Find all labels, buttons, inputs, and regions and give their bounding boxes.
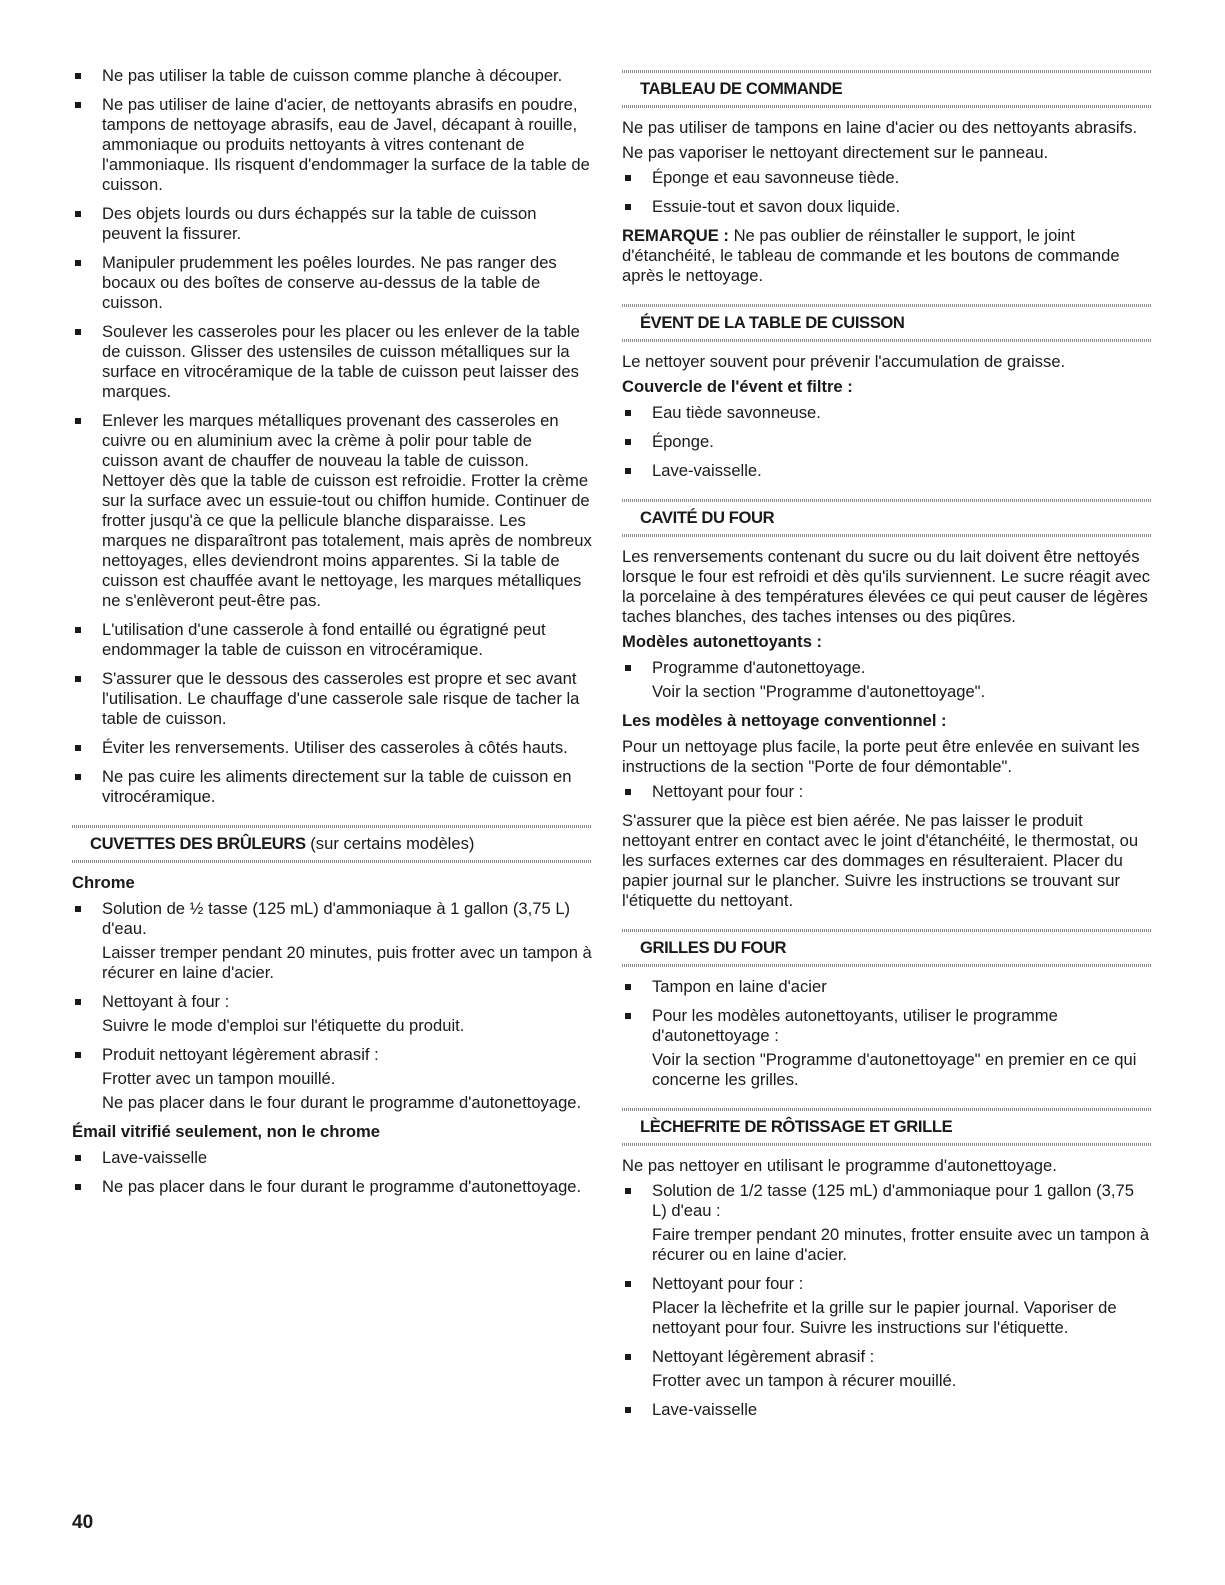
list-item — [72, 899, 592, 983]
heading-text: LÈCHEFRITE DE RÔTISSAGE ET GRILLE — [640, 1117, 953, 1136]
list-item: Ne pas utiliser la table de cuisson comme planche à découper. — [72, 66, 592, 86]
list-item: Tampon en laine d'acier — [622, 977, 1152, 997]
list-item: Lave-vaisselle. — [622, 461, 1152, 481]
list-item — [72, 992, 592, 1036]
item-detail: Frotter avec un tampon à récurer mouillé. — [652, 1371, 957, 1390]
section-heading-cuvettes — [72, 821, 592, 863]
paragraph: Ne pas nettoyer en utilisant le programme d'autonettoyage. — [622, 1156, 1057, 1175]
tableau-list — [622, 168, 1152, 217]
subheading-chrome: Chrome — [72, 873, 135, 892]
subheading-couvercle: Couvercle de l'évent et filtre : — [622, 377, 853, 396]
item-text: Lave-vaisselle — [652, 1400, 758, 1419]
paragraph: S'assurer que la pièce est bien aérée. Ne pas laisser le produit nettoyant entrer en contact avec le joint d'étanchéité, le thermostat, ou les surfaces externes car des dommages en résulteraient. Placer du papier journal sur le plancher. Suivre les instructions se trouvant sur l'étiquette du nettoyant. — [622, 811, 1139, 910]
heading-suffix: (sur certains modèles) — [310, 834, 475, 853]
list-item: Éponge et eau savonneuse tiède. — [622, 168, 1152, 188]
paragraph: Les renversements contenant du sucre ou du lait doivent être nettoyés lorsque le four est refroidi et dès qu'ils surviennent. Le sucre réagit avec la porcelaine à des températures élevées ce qui peut causer de légères taches blanches, des taches intenses ou des piqûres. — [622, 547, 1150, 626]
item-detail: Ne pas placer dans le four durant le programme d'autonettoyage. — [102, 1093, 582, 1112]
item-text: Solution de ½ tasse (125 mL) d'ammoniaque à 1 gallon (3,75 L) d'eau. — [102, 899, 571, 938]
paragraph: Ne pas utiliser de tampons en laine d'acier ou des nettoyants abrasifs. — [622, 118, 1138, 137]
list-item: Éviter les renversements. Utiliser des casseroles à côtés hauts. — [72, 738, 592, 758]
item-detail: Voir la section "Programme d'autonettoyage" en premier en ce qui concerne les grilles. — [652, 1050, 1137, 1089]
page-number: 40 — [72, 1512, 94, 1533]
remarque-note — [622, 226, 1152, 286]
list-item: Essuie-tout et savon doux liquide. — [622, 197, 1152, 217]
item-detail: Faire tremper pendant 20 minutes, frotter ensuite avec un tampon à récurer ou en laine d'acier. — [652, 1225, 1150, 1264]
list-item: Enlever les marques métalliques provenant des casseroles en cuivre ou en aluminium avec la crème à polir pour table de cuisson avant de chauffer de nouveau la table de cuisson. Nettoyer dès que la table de cuisson est refroidie. Frotter la crème sur la surface avec un essuie-tout ou chiffon humide. Continuer de frotter jusqu'à ce que la pellicule blanche disparaisse. Les marques ne disparaîtront pas totalement, mais après de nombreux nettoyages, elles deviendront moins apparentes. Si la table de cuisson est chauffée avant le nettoyage, les marques métalliques ne s'enlèveront peut-être pas. — [72, 411, 592, 611]
subheading-conventionnel: Les modèles à nettoyage conventionnel : — [622, 711, 947, 730]
remarque-text: Ne pas oublier de réinstaller le support, le joint d'étanchéité, le tableau de commande et les boutons de commande après le nettoyage. — [622, 226, 1120, 285]
conv-list — [622, 782, 1152, 802]
heading-text: GRILLES DU FOUR — [640, 938, 787, 957]
list-item — [622, 1400, 1152, 1420]
list-item: Éponge. — [622, 432, 1152, 452]
subheading-autonettoyants: Modèles autonettoyants : — [622, 632, 823, 651]
remarque-label: REMARQUE : — [622, 226, 729, 245]
item-detail: Laisser tremper pendant 20 minutes, puis frotter avec un tampon à récurer en laine d'acier. — [102, 943, 592, 982]
list-item — [622, 1347, 1152, 1391]
item-text: Nettoyant pour four : — [652, 1274, 804, 1293]
grilles-list — [622, 977, 1152, 1090]
item-detail: Suivre le mode d'emploi sur l'étiquette du produit. — [102, 1016, 465, 1035]
chrome-list — [72, 899, 592, 1113]
paragraph: Pour un nettoyage plus facile, la porte peut être enlevée en suivant les instructions de la section "Porte de four démontable". — [622, 737, 1140, 776]
heading-text: CAVITÉ DU FOUR — [640, 508, 775, 527]
list-item: Ne pas cuire les aliments directement sur la table de cuisson en vitrocéramique. — [72, 767, 592, 807]
list-item — [622, 658, 1152, 702]
left-column — [72, 66, 592, 1206]
item-detail: Voir la section "Programme d'autonettoyage". — [652, 682, 986, 701]
list-item: Lave-vaisselle — [72, 1148, 592, 1168]
item-text: Solution de 1/2 tasse (125 mL) d'ammoniaque pour 1 gallon (3,75 L) d'eau : — [652, 1181, 1134, 1220]
list-item — [622, 1274, 1152, 1338]
list-item — [622, 1006, 1152, 1090]
section-heading-event — [622, 300, 1152, 342]
item-detail: Frotter avec un tampon mouillé. — [102, 1069, 336, 1088]
item-detail: Placer la lèchefrite et la grille sur le papier journal. Vaporiser de nettoyant pour four. Suivre les instructions sur l'étiquette. — [652, 1298, 1117, 1337]
auto-list — [622, 658, 1152, 702]
lechefrite-list — [622, 1181, 1152, 1420]
list-item: S'assurer que le dessous des casseroles est propre et sec avant l'utilisation. Le chauffage d'une casserole sale risque de tacher la table de cuisson. — [72, 669, 592, 729]
email-list — [72, 1148, 592, 1197]
heading-text: TABLEAU DE COMMANDE — [640, 79, 843, 98]
section-heading-tableau — [622, 66, 1152, 108]
list-item: Ne pas utiliser de laine d'acier, de nettoyants abrasifs en poudre, tampons de nettoyage abrasifs, eau de Javel, décapant à rouille, ammoniaque ou produits nettoyants à vitres contenant de l'ammoniaque. Ils risquent d'endommager la surface de la table de cuisson. — [72, 95, 592, 195]
section-heading-lechefrite — [622, 1104, 1152, 1146]
heading-text: CUVETTES DES BRÛLEURS — [90, 834, 306, 853]
list-item: L'utilisation d'une casserole à fond entaillé ou égratigné peut endommager la table de cuisson en vitrocéramique. — [72, 620, 592, 660]
list-item: Nettoyant pour four : — [622, 782, 1152, 802]
event-list — [622, 403, 1152, 481]
heading-text: ÉVENT DE LA TABLE DE CUISSON — [640, 313, 905, 332]
item-text: Nettoyant légèrement abrasif : — [652, 1347, 875, 1366]
list-item: Manipuler prudemment les poêles lourdes. Ne pas ranger des bocaux ou des boîtes de conserve au-dessus de la table de cuisson. — [72, 253, 592, 313]
cooktop-tips-list — [72, 66, 592, 807]
list-item: Eau tiède savonneuse. — [622, 403, 1152, 423]
item-text: Produit nettoyant légèrement abrasif : — [102, 1045, 379, 1064]
section-heading-cavite — [622, 495, 1152, 537]
subheading-email: Émail vitrifié seulement, non le chrome — [72, 1122, 380, 1141]
item-text: Pour les modèles autonettoyants, utiliser le programme d'autonettoyage : — [652, 1006, 1058, 1045]
list-item — [622, 1181, 1152, 1265]
item-text: Nettoyant à four : — [102, 992, 230, 1011]
right-column — [622, 66, 1152, 1429]
list-item: Soulever les casseroles pour les placer ou les enlever de la table de cuisson. Glisser des ustensiles de cuisson métalliques sur la surface en vitrocéramique de la table de cuisson peut laisser des marques. — [72, 322, 592, 402]
paragraph: Le nettoyer souvent pour prévenir l'accumulation de graisse. — [622, 352, 1066, 371]
section-heading-grilles — [622, 925, 1152, 967]
list-item — [72, 1045, 592, 1113]
paragraph: Ne pas vaporiser le nettoyant directement sur le panneau. — [622, 143, 1049, 162]
item-text: Programme d'autonettoyage. — [652, 658, 866, 677]
list-item: Ne pas placer dans le four durant le programme d'autonettoyage. — [72, 1177, 592, 1197]
list-item: Des objets lourds ou durs échappés sur la table de cuisson peuvent la fissurer. — [72, 204, 592, 244]
